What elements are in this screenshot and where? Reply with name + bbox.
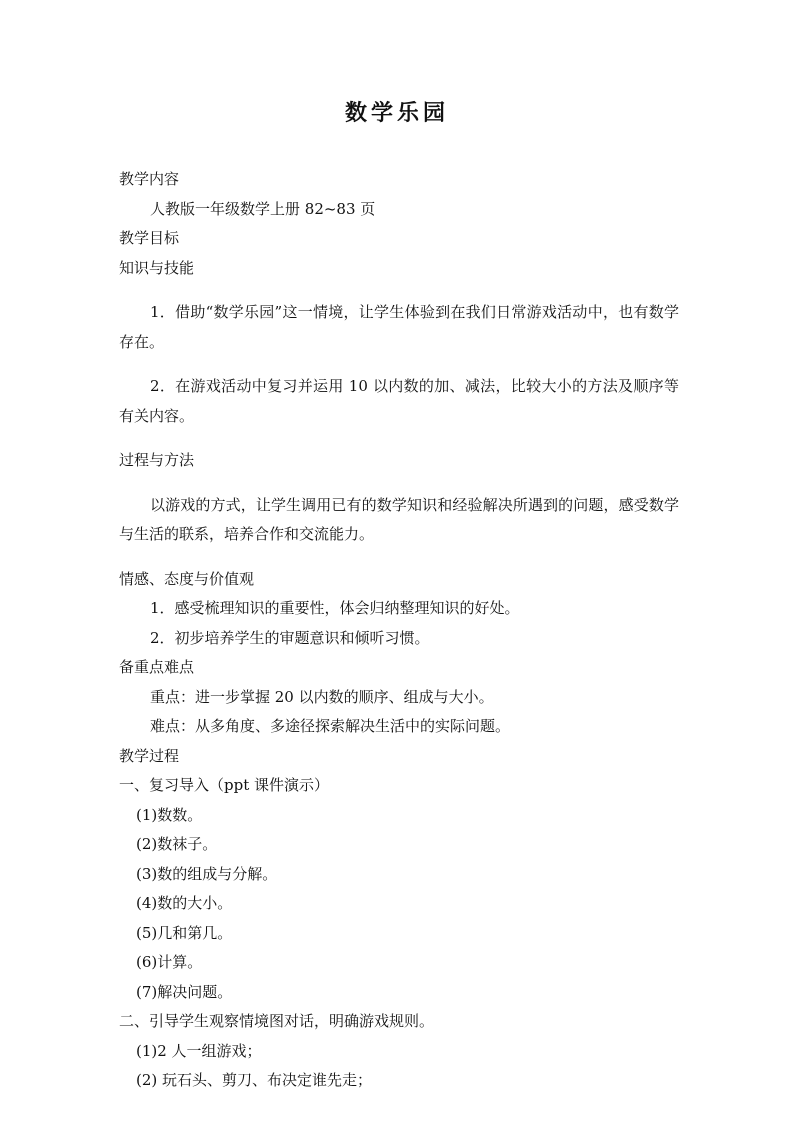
review-item-4: (4)数的大小。 — [136, 894, 233, 912]
heading-key-difficult-points: 备重点难点 — [119, 658, 195, 676]
goal-item-1: 1．借助“数学乐园”这一情境，让学生体验到在我们日常游戏活动中，也有数学存在。 — [119, 303, 679, 351]
emotion-item-2: 2．初步培养学生的审题意识和倾听习惯。 — [150, 628, 430, 647]
review-item-6: (6)计算。 — [136, 953, 203, 971]
heading-teaching-goals: 教学目标 — [119, 229, 180, 247]
key-point: 重点：进一步掌握 20 以内数的顺序、组成与大小。 — [150, 687, 494, 706]
document-body — [119, 165, 679, 1096]
textbook-reference: 人教版一年级数学上册 82~83 页 — [150, 199, 376, 218]
section-game-rules: 二、引导学生观察情境图对话，明确游戏规则。 — [119, 1012, 435, 1030]
review-item-1: (1)数数。 — [136, 805, 203, 824]
process-method-text: 以游戏的方式，让学生调用已有的数学知识和经验解决所遇到的问题，感受数学与生活的联系，培养合作和交流能力。 — [119, 495, 679, 543]
emotion-item-1: 1．感受梳理知识的重要性，体会归纳整理知识的好处。 — [150, 599, 520, 617]
goal-item-2: 2．在游戏活动中复习并运用 10 以内数的加、减法，比较大小的方法及顺序等有关内容。 — [119, 377, 679, 425]
difficult-point: 难点：从多角度、多途径探索解决生活中的实际问题。 — [150, 717, 511, 735]
heading-process-method: 过程与方法 — [119, 451, 195, 469]
rule-item-1: (1)2 人一组游戏； — [136, 1041, 262, 1060]
page-title: 数学乐园 — [344, 100, 449, 126]
review-item-5: (5)几和第几。 — [136, 923, 233, 942]
section-review-intro: 一、复习导入（ppt 课件演示） — [119, 776, 330, 794]
review-item-3: (3)数的组成与分解。 — [136, 864, 278, 883]
heading-knowledge-skills: 知识与技能 — [119, 258, 195, 277]
rule-item-2: (2) 玩石头、剪刀、布决定谁先走； — [136, 1071, 373, 1089]
heading-teaching-process: 教学过程 — [119, 746, 180, 765]
review-item-7: (7)解决问题。 — [136, 982, 233, 1001]
heading-teaching-content: 教学内容 — [119, 170, 180, 188]
heading-emotion-values: 情感、态度与价值观 — [119, 569, 255, 588]
review-item-2: (2)数袜子。 — [136, 835, 218, 853]
